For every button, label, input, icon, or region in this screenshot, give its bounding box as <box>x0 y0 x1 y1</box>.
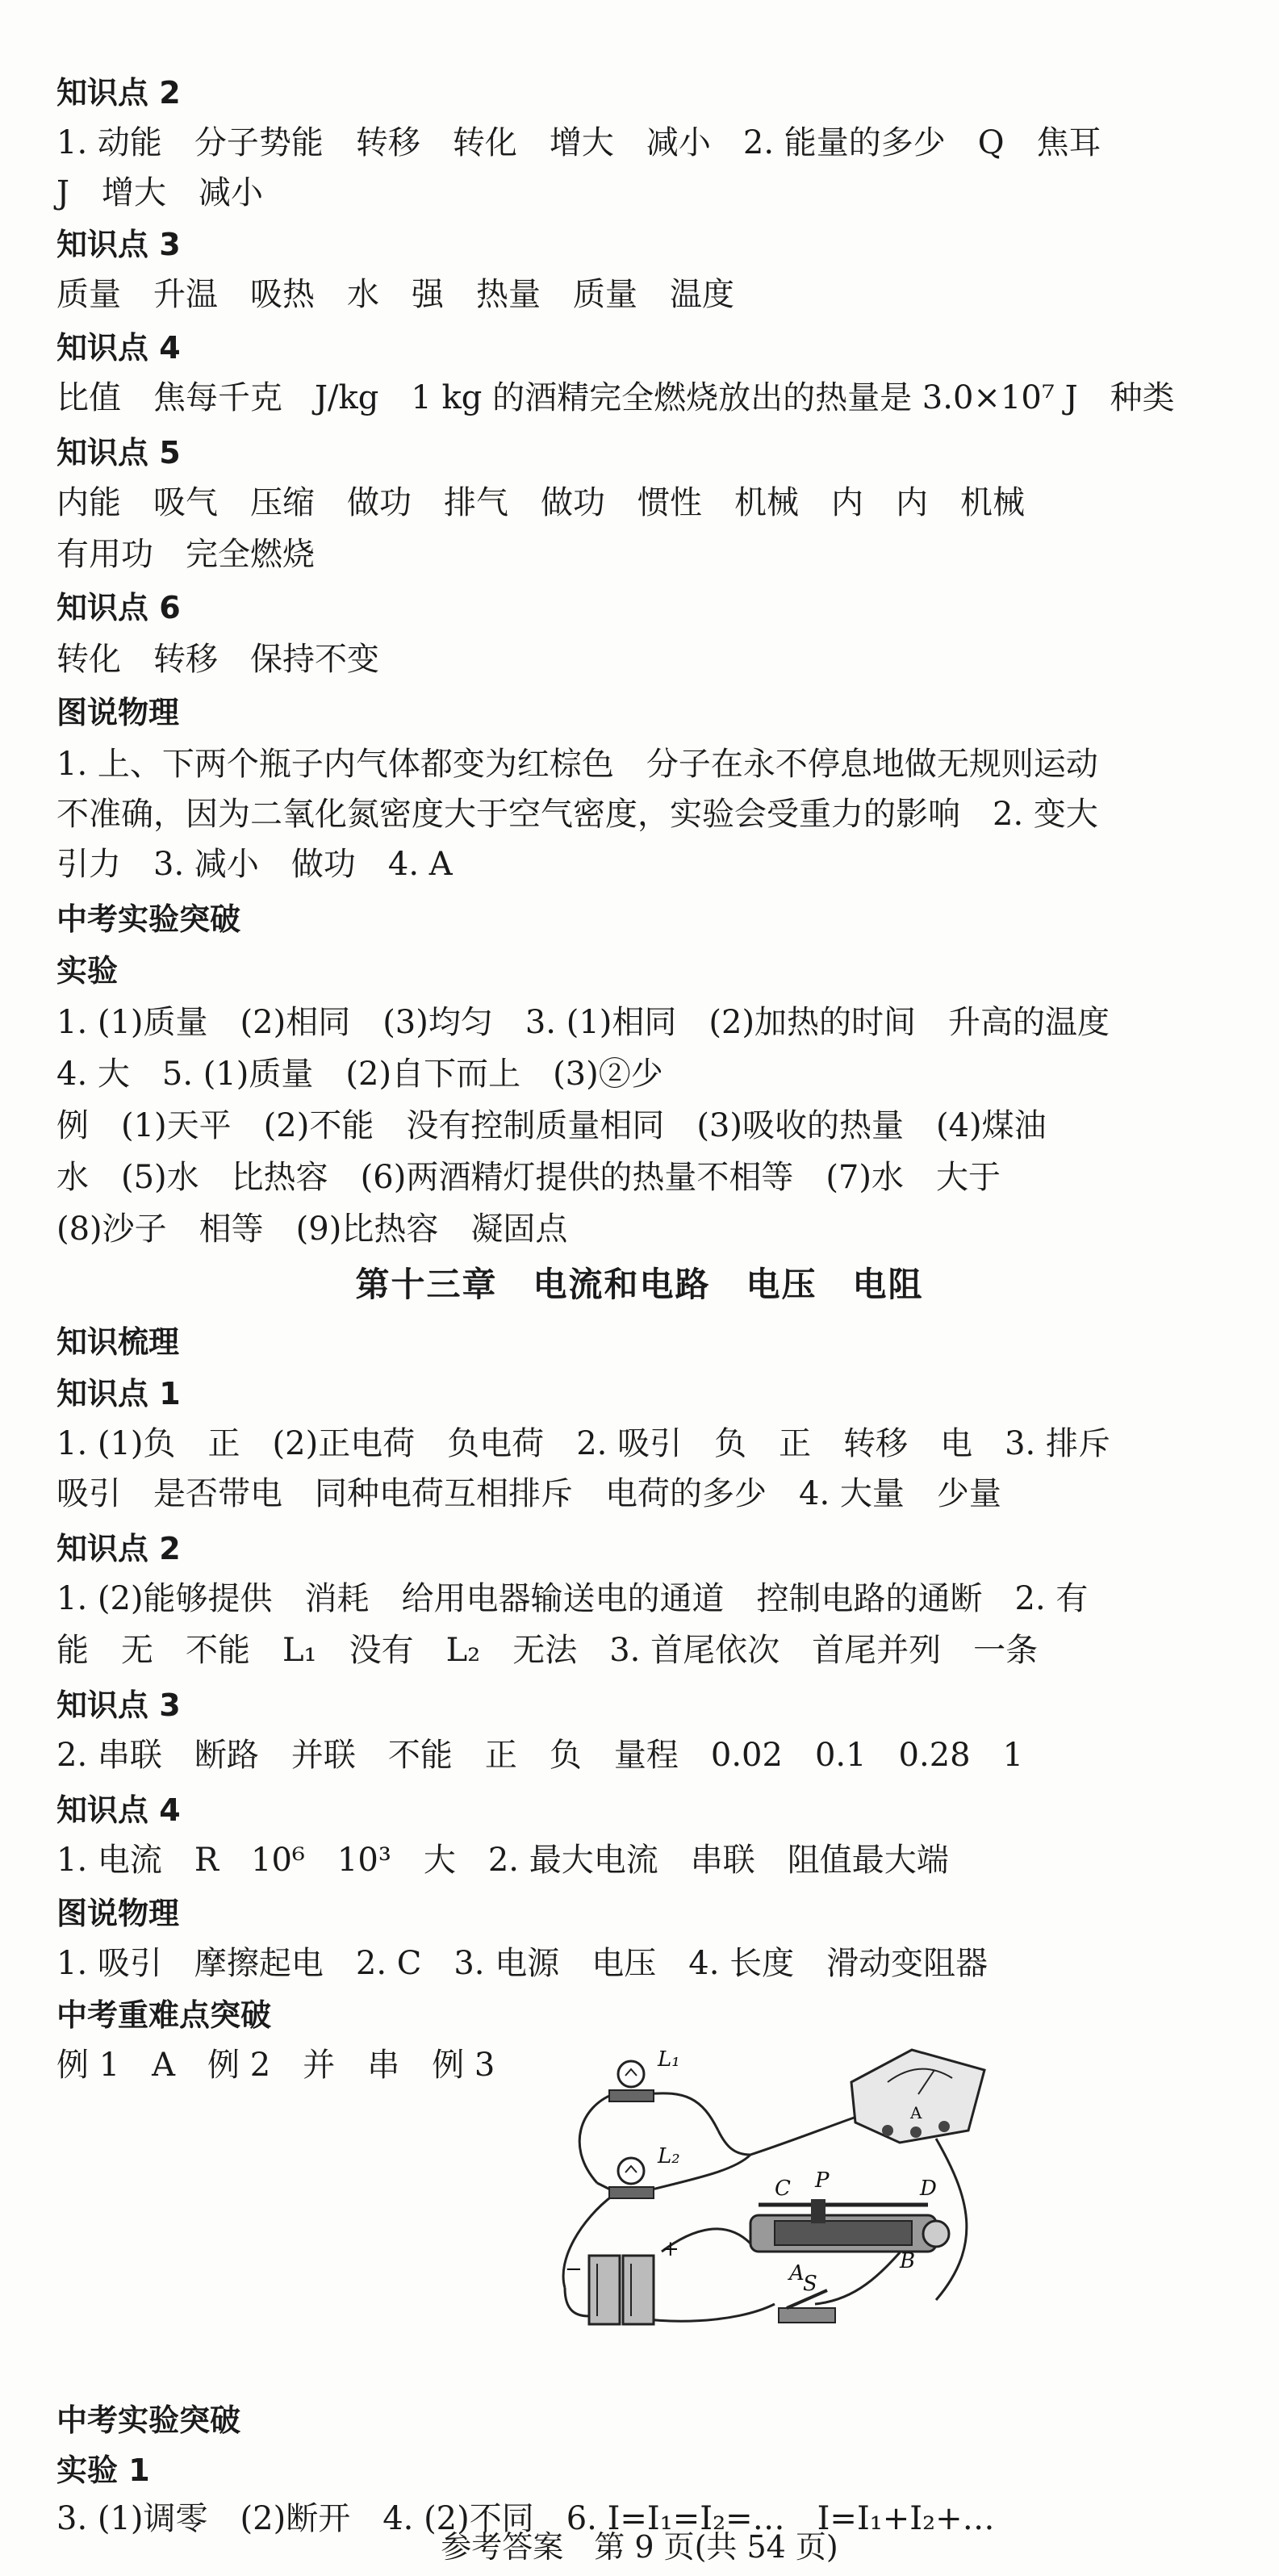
text-line: (8)沙子 相等 (9)比热容 凝固点 <box>56 1211 568 1248</box>
example-line: 例 1 A 例 2 并 串 例 3 <box>56 2047 495 2084</box>
text-line: 质量 升温 吸热 水 强 热量 质量 温度 <box>56 276 734 313</box>
label-a: A <box>789 2261 805 2285</box>
text-line: 比值 焦每千克 J/kg 1 kg 的酒精完全燃烧放出的热量是 3.0×10⁷ J 种类 <box>56 379 1175 416</box>
text-line: 1. 吸引 摩擦起电 2. C 3. 电源 电压 4. 长度 滑动变阻器 <box>56 1945 989 1982</box>
bulb-l2 <box>609 2158 654 2198</box>
heading-tswl2: 图说物理 <box>56 1896 180 1931</box>
heading-zsst: 知识梳理 <box>56 1324 180 1360</box>
text-line: 3. (1)调零 (2)断开 4. (2)不同 6. I=I₁=I₂=… I=I₁+I₂+… <box>56 2500 995 2537</box>
text-line: 1. 动能 分子势能 转移 转化 增大 减小 2. 能量的多少 Q 焦耳 <box>56 124 1101 161</box>
label-meter: A <box>910 2103 922 2122</box>
label-plus: + <box>662 2237 679 2261</box>
heading-zsd4: 知识点 4 <box>56 330 181 366</box>
text-line: 1. 电流 R 10⁶ 10³ 大 2. 最大电流 串联 阻值最大端 <box>56 1842 949 1879</box>
heading-sy1: 实验 1 <box>56 2453 150 2488</box>
text-line: 例 (1)天平 (2)不能 没有控制质量相同 (3)吸收的热量 (4)煤油 <box>56 1107 1047 1144</box>
heading-zsd2b: 知识点 2 <box>56 1531 181 1566</box>
text-line: 有用功 完全燃烧 <box>56 536 315 573</box>
chapter-title: 第十三章 电流和电路 电压 电阻 <box>355 1265 924 1304</box>
rheostat <box>750 2199 949 2252</box>
ammeter <box>851 2050 984 2143</box>
circuit-diagram <box>533 2034 1097 2356</box>
label-l1: L₁ <box>658 2047 680 2072</box>
label-minus: − <box>565 2257 583 2281</box>
text-line: 吸引 是否带电 同种电荷互相排斥 电荷的多少 4. 大量 少量 <box>56 1475 1001 1512</box>
heading-zsd6: 知识点 6 <box>56 590 181 625</box>
heading-tswl: 图说物理 <box>56 695 180 730</box>
heading-sy: 实验 <box>56 953 119 989</box>
text-line: 转化 转移 保持不变 <box>56 641 379 678</box>
text-line: 1. (2)能够提供 消耗 给用电器输送电的通道 控制电路的通断 2. 有 <box>56 1580 1089 1617</box>
heading-zsd1: 知识点 1 <box>56 1376 181 1411</box>
label-l2: L₂ <box>658 2144 680 2168</box>
label-p: P <box>815 2168 830 2193</box>
label-d: D <box>920 2177 937 2201</box>
heading-zsd5: 知识点 5 <box>56 435 181 470</box>
page-footer: 参考答案 第 9 页(共 54 页) <box>441 2529 838 2565</box>
text-line: 不准确，因为二氧化氮密度大于空气密度，实验会受重力的影响 2. 变大 <box>56 796 1098 833</box>
text-line: 1. (1)质量 (2)相同 (3)均匀 3. (1)相同 (2)加热的时间 升高的温度 <box>56 1004 1110 1041</box>
text-line: 1. (1)负 正 (2)正电荷 负电荷 2. 吸引 负 正 转移 电 3. 排斥 <box>56 1425 1110 1462</box>
bulb-l1 <box>609 2061 654 2101</box>
heading-zksytp: 中考实验突破 <box>56 901 241 937</box>
heading-zsd2: 知识点 2 <box>56 75 181 111</box>
label-b: B <box>900 2249 916 2273</box>
heading-zsd4b: 知识点 4 <box>56 1792 181 1828</box>
text-line: 4. 大 5. (1)质量 (2)自下而上 (3)②少 <box>56 1056 663 1093</box>
text-line: J 增大 减小 <box>56 174 264 211</box>
label-c: C <box>775 2177 791 2201</box>
text-line: 1. 上、下两个瓶子内气体都变为红棕色 分子在永不停息地做无规则运动 <box>56 746 1098 783</box>
text-line: 引力 3. 减小 做功 4. A <box>56 846 453 883</box>
heading-zksytp2: 中考实验突破 <box>56 2402 241 2438</box>
battery <box>589 2256 654 2324</box>
text-line: 内能 吸气 压缩 做功 排气 做功 惯性 机械 内 内 机械 <box>56 484 1025 521</box>
heading-zkzndtp: 中考重难点突破 <box>56 1997 272 2033</box>
text-line: 水 (5)水 比热容 (6)两酒精灯提供的热量不相等 (7)水 大于 <box>56 1159 1001 1196</box>
heading-zsd3b: 知识点 3 <box>56 1687 181 1723</box>
text-line: 2. 串联 断路 并联 不能 正 负 量程 0.02 0.1 0.28 1 <box>56 1737 1024 1774</box>
text-line: 能 无 不能 L₁ 没有 L₂ 无法 3. 首尾依次 首尾并列 一条 <box>56 1632 1039 1669</box>
label-s: S <box>803 2272 817 2296</box>
heading-zsd3: 知识点 3 <box>56 227 181 262</box>
